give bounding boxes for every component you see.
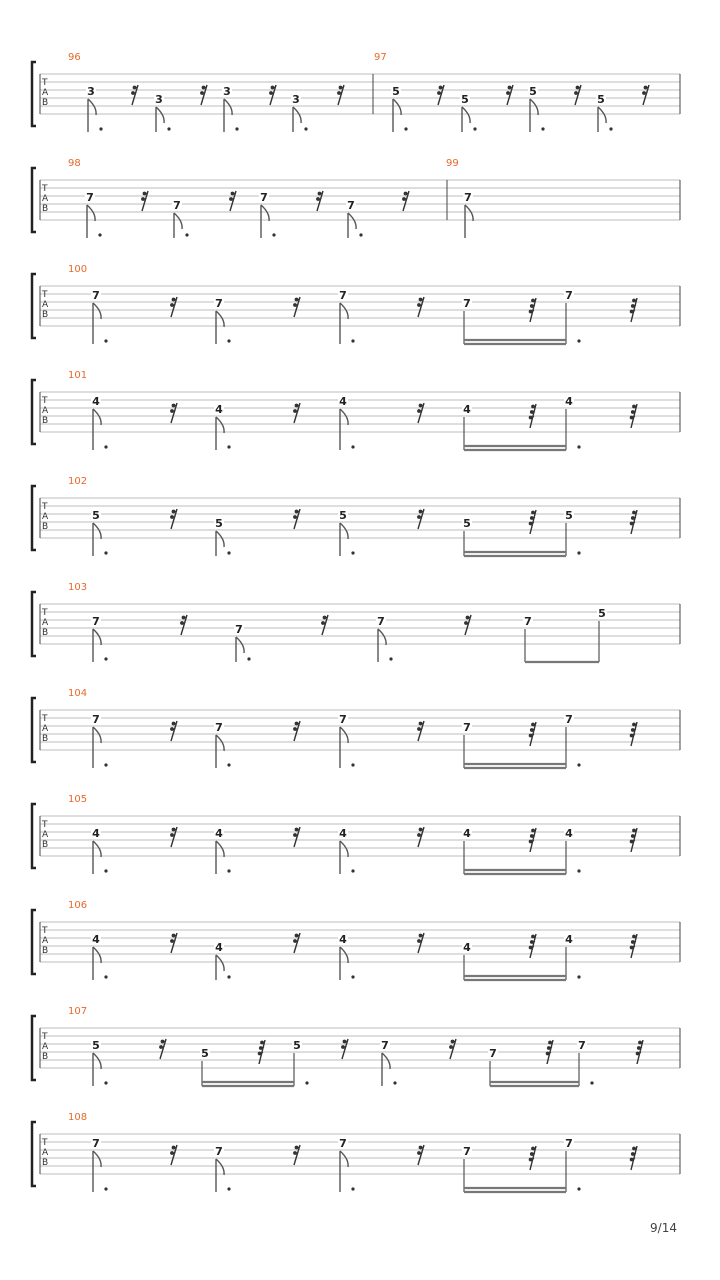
rhythm-dot <box>104 657 107 660</box>
rhythm-dot <box>389 657 392 660</box>
tab-system <box>32 688 680 768</box>
sixteenth-rest <box>180 615 187 635</box>
tab-clef-letter: B <box>42 522 49 532</box>
fret-number: 7 <box>347 199 355 212</box>
note-stem <box>340 1151 348 1192</box>
tab-clef-letter: T <box>42 502 48 512</box>
rhythm-dot <box>577 975 580 978</box>
measure-number: 100 <box>68 264 88 275</box>
note-stem <box>236 637 244 662</box>
sixteenth-rest <box>229 191 236 211</box>
fret-number: 4 <box>463 941 471 954</box>
note-stem <box>93 1151 101 1192</box>
fret-number: 4 <box>339 827 347 840</box>
rhythm-dot <box>359 233 362 236</box>
tab-system <box>32 1112 680 1192</box>
fret-number: 7 <box>524 615 532 628</box>
fret-number: 5 <box>565 509 573 522</box>
tab-clef-letter: A <box>42 88 49 98</box>
note-stem <box>216 311 224 344</box>
fret-number: 4 <box>92 827 100 840</box>
fret-number: 4 <box>215 941 223 954</box>
fret-number: 7 <box>565 1137 573 1150</box>
sixteenth-rest <box>293 1145 300 1165</box>
tab-clef-letter: T <box>42 926 48 936</box>
rhythm-dot <box>351 1187 354 1190</box>
rhythm-dot <box>104 975 107 978</box>
rhythm-dot <box>609 127 612 130</box>
fret-number: 7 <box>92 713 100 726</box>
note-stem <box>598 107 606 132</box>
note-stem <box>340 727 348 768</box>
fret-number: 7 <box>260 191 268 204</box>
tab-clef-letter: A <box>42 406 49 416</box>
sixteenth-rest <box>159 1039 166 1059</box>
fret-number: 7 <box>86 191 94 204</box>
note-stem <box>174 213 182 238</box>
note-stem <box>462 107 470 132</box>
sixteenth-rest <box>170 1145 177 1165</box>
note-stem <box>340 947 348 980</box>
measure-number: 104 <box>68 688 88 699</box>
rhythm-dot <box>227 445 230 448</box>
note-stem <box>216 417 224 450</box>
fret-number: 4 <box>339 933 347 946</box>
measure-number: 98 <box>68 158 81 169</box>
system-bracket <box>32 1016 36 1080</box>
sixteenth-rest <box>402 191 409 211</box>
measure-number: 101 <box>68 370 88 381</box>
fret-number: 4 <box>92 395 100 408</box>
fret-number: 7 <box>92 615 100 628</box>
fret-number: 5 <box>598 607 606 620</box>
fret-number: 5 <box>92 509 100 522</box>
measure-number: 97 <box>374 52 387 63</box>
page-number: 9/14 <box>650 1221 677 1235</box>
rhythm-dot <box>98 233 101 236</box>
sixteenth-rest <box>293 721 300 741</box>
tab-system <box>32 1006 680 1086</box>
sixteenth-rest <box>200 85 207 105</box>
fret-number: 7 <box>339 713 347 726</box>
rhythm-dot <box>104 551 107 554</box>
rhythm-dot <box>351 445 354 448</box>
tab-clef-letter: A <box>42 618 49 628</box>
rhythm-dot <box>104 445 107 448</box>
fret-number: 5 <box>597 93 605 106</box>
tab-system <box>32 370 680 450</box>
note-stem <box>465 205 473 238</box>
tab-system <box>32 264 680 344</box>
sixteenth-rest <box>417 721 424 741</box>
tab-system <box>32 52 680 132</box>
sixteenth-rest <box>269 85 276 105</box>
system-bracket <box>32 486 36 550</box>
fret-number: 4 <box>463 827 471 840</box>
system-bracket <box>32 1122 36 1186</box>
rhythm-dot <box>227 1187 230 1190</box>
fret-number: 5 <box>392 85 400 98</box>
fret-number: 7 <box>339 289 347 302</box>
rhythm-dot <box>577 339 580 342</box>
tab-clef-letter: T <box>42 608 48 618</box>
note-stem <box>261 205 269 238</box>
tab-clef-letter: B <box>42 204 49 214</box>
rhythm-dot <box>235 127 238 130</box>
fret-number: 7 <box>464 191 472 204</box>
fret-number: 4 <box>565 827 573 840</box>
measure-number: 96 <box>68 52 81 63</box>
fret-number: 3 <box>223 85 231 98</box>
note-stem <box>393 99 401 132</box>
rhythm-dot <box>541 127 544 130</box>
sixteenth-rest <box>293 509 300 529</box>
tab-system <box>32 582 680 662</box>
system-bracket <box>32 698 36 762</box>
tab-clef-letter: B <box>42 1052 49 1062</box>
sixteenth-rest <box>170 827 177 847</box>
note-stem <box>216 1159 224 1192</box>
sixteenth-rest <box>293 827 300 847</box>
note-stem <box>93 303 101 344</box>
tab-clef-letter: B <box>42 734 49 744</box>
rhythm-dot <box>104 339 107 342</box>
tab-clef-letter: B <box>42 840 49 850</box>
sixteenth-rest <box>417 933 424 953</box>
rhythm-dot <box>577 869 580 872</box>
fret-number: 7 <box>463 721 471 734</box>
tab-system <box>32 794 680 874</box>
fret-number: 7 <box>377 615 385 628</box>
tab-clef-letter: T <box>42 1138 48 1148</box>
tab-clef-letter: T <box>42 396 48 406</box>
fret-number: 4 <box>565 395 573 408</box>
measure-number: 102 <box>68 476 88 487</box>
fret-number: 4 <box>565 933 573 946</box>
note-stem <box>93 523 101 556</box>
sixteenth-rest <box>141 191 148 211</box>
note-stem <box>93 1053 101 1086</box>
sixteenth-rest <box>417 297 424 317</box>
rhythm-dot <box>185 233 188 236</box>
fret-number: 7 <box>92 1137 100 1150</box>
note-stem <box>348 213 356 238</box>
rhythm-dot <box>272 233 275 236</box>
tab-clef-letter: B <box>42 1158 49 1168</box>
note-stem <box>293 107 301 132</box>
sixteenth-rest <box>417 1145 424 1165</box>
rhythm-dot <box>227 551 230 554</box>
tab-clef-letter: B <box>42 416 49 426</box>
fret-number: 5 <box>201 1047 209 1060</box>
note-stem <box>216 531 224 556</box>
tab-clef-letter: T <box>42 714 48 724</box>
sixteenth-rest <box>170 403 177 423</box>
system-bracket <box>32 168 36 232</box>
rhythm-dot <box>167 127 170 130</box>
sixteenth-rest <box>417 509 424 529</box>
rhythm-dot <box>351 975 354 978</box>
measure-number: 99 <box>446 158 459 169</box>
note-stem <box>216 841 224 874</box>
measure-number: 107 <box>68 1006 88 1017</box>
rhythm-dot <box>351 869 354 872</box>
rhythm-dot <box>104 763 107 766</box>
sixteenth-rest <box>293 297 300 317</box>
fret-number: 5 <box>215 517 223 530</box>
sixteenth-rest <box>642 85 649 105</box>
fret-number: 5 <box>461 93 469 106</box>
fret-number: 5 <box>463 517 471 530</box>
fret-number: 5 <box>293 1039 301 1052</box>
tab-clef-letter: B <box>42 98 49 108</box>
rhythm-dot <box>227 339 230 342</box>
sixteenth-rest <box>170 933 177 953</box>
sixteenth-rest <box>417 827 424 847</box>
rhythm-dot <box>577 445 580 448</box>
sixteenth-rest <box>574 85 581 105</box>
sixteenth-rest <box>293 403 300 423</box>
system-bracket <box>32 910 36 974</box>
fret-number: 7 <box>92 289 100 302</box>
note-stem <box>93 409 101 450</box>
fret-number: 7 <box>215 721 223 734</box>
sixteenth-rest <box>170 509 177 529</box>
rhythm-dot <box>351 339 354 342</box>
tab-clef-letter: A <box>42 194 49 204</box>
measure-number: 106 <box>68 900 88 911</box>
rhythm-dot <box>351 551 354 554</box>
fret-number: 7 <box>381 1039 389 1052</box>
tab-clef-letter: A <box>42 936 49 946</box>
measure-number: 103 <box>68 582 88 593</box>
rhythm-dot <box>473 127 476 130</box>
system-bracket <box>32 592 36 656</box>
system-bracket <box>32 804 36 868</box>
system-bracket <box>32 62 36 126</box>
note-stem <box>340 409 348 450</box>
fret-number: 4 <box>339 395 347 408</box>
fret-number: 5 <box>339 509 347 522</box>
fret-number: 7 <box>463 297 471 310</box>
fret-number: 7 <box>565 713 573 726</box>
tab-clef-letter: T <box>42 184 48 194</box>
sixteenth-rest <box>170 297 177 317</box>
fret-number: 3 <box>87 85 95 98</box>
rhythm-dot <box>104 1081 107 1084</box>
sixteenth-rest <box>341 1039 348 1059</box>
fret-number: 7 <box>489 1047 497 1060</box>
fret-number: 7 <box>173 199 181 212</box>
fret-number: 4 <box>463 403 471 416</box>
note-stem <box>88 99 96 132</box>
tab-clef-letter: B <box>42 310 49 320</box>
sixteenth-rest <box>506 85 513 105</box>
system-bracket <box>32 380 36 444</box>
fret-number: 7 <box>463 1145 471 1158</box>
fret-number: 4 <box>92 933 100 946</box>
sixteenth-rest <box>321 615 328 635</box>
tab-clef-letter: B <box>42 628 49 638</box>
system-bracket <box>32 274 36 338</box>
rhythm-dot <box>393 1081 396 1084</box>
sixteenth-rest <box>449 1039 456 1059</box>
tab-clef-letter: B <box>42 946 49 956</box>
rhythm-dot <box>305 1081 308 1084</box>
rhythm-dot <box>227 763 230 766</box>
sixteenth-rest <box>170 721 177 741</box>
sixteenth-rest <box>337 85 344 105</box>
note-stem <box>156 107 164 132</box>
rhythm-dot <box>577 1187 580 1190</box>
sixteenth-rest <box>316 191 323 211</box>
fret-number: 7 <box>215 297 223 310</box>
rhythm-dot <box>577 551 580 554</box>
rhythm-dot <box>99 127 102 130</box>
rhythm-dot <box>227 869 230 872</box>
tab-clef-letter: A <box>42 1148 49 1158</box>
note-stem <box>216 735 224 768</box>
note-stem <box>93 727 101 768</box>
rhythm-dot <box>351 763 354 766</box>
tab-system <box>32 476 680 556</box>
note-stem <box>93 947 101 980</box>
tab-system <box>32 900 680 980</box>
rhythm-dot <box>577 763 580 766</box>
note-stem <box>382 1053 390 1086</box>
note-stem <box>530 99 538 132</box>
fret-number: 7 <box>235 623 243 636</box>
note-stem <box>340 523 348 556</box>
fret-number: 3 <box>292 93 300 106</box>
fret-number: 5 <box>529 85 537 98</box>
rhythm-dot <box>404 127 407 130</box>
rhythm-dot <box>247 657 250 660</box>
fret-number: 7 <box>578 1039 586 1052</box>
fret-number: 3 <box>155 93 163 106</box>
tab-clef-letter: T <box>42 820 48 830</box>
fret-number: 4 <box>215 403 223 416</box>
tab-clef-letter: A <box>42 830 49 840</box>
sixteenth-rest <box>293 933 300 953</box>
sixteenth-rest <box>417 403 424 423</box>
rhythm-dot <box>104 1187 107 1190</box>
tab-clef-letter: A <box>42 300 49 310</box>
rhythm-dot <box>590 1081 593 1084</box>
note-stem <box>93 629 101 662</box>
tab-clef-letter: T <box>42 78 48 88</box>
rhythm-dot <box>227 975 230 978</box>
sixteenth-rest <box>131 85 138 105</box>
tab-clef-letter: A <box>42 512 49 522</box>
sixteenth-rest <box>464 615 471 635</box>
note-stem <box>87 205 95 238</box>
tab-clef-letter: A <box>42 724 49 734</box>
note-stem <box>216 955 224 980</box>
note-stem <box>340 841 348 874</box>
rhythm-dot <box>304 127 307 130</box>
note-stem <box>93 841 101 874</box>
sixteenth-rest <box>437 85 444 105</box>
fret-number: 7 <box>565 289 573 302</box>
measure-number: 108 <box>68 1112 88 1123</box>
tab-clef-letter: A <box>42 1042 49 1052</box>
measure-number: 105 <box>68 794 88 805</box>
fret-number: 7 <box>339 1137 347 1150</box>
note-stem <box>378 629 386 662</box>
tab-clef-letter: T <box>42 290 48 300</box>
rhythm-dot <box>104 869 107 872</box>
fret-number: 5 <box>92 1039 100 1052</box>
note-stem <box>224 99 232 132</box>
fret-number: 7 <box>215 1145 223 1158</box>
tab-clef-letter: T <box>42 1032 48 1042</box>
fret-number: 4 <box>215 827 223 840</box>
tab-system <box>32 158 680 238</box>
note-stem <box>340 303 348 344</box>
